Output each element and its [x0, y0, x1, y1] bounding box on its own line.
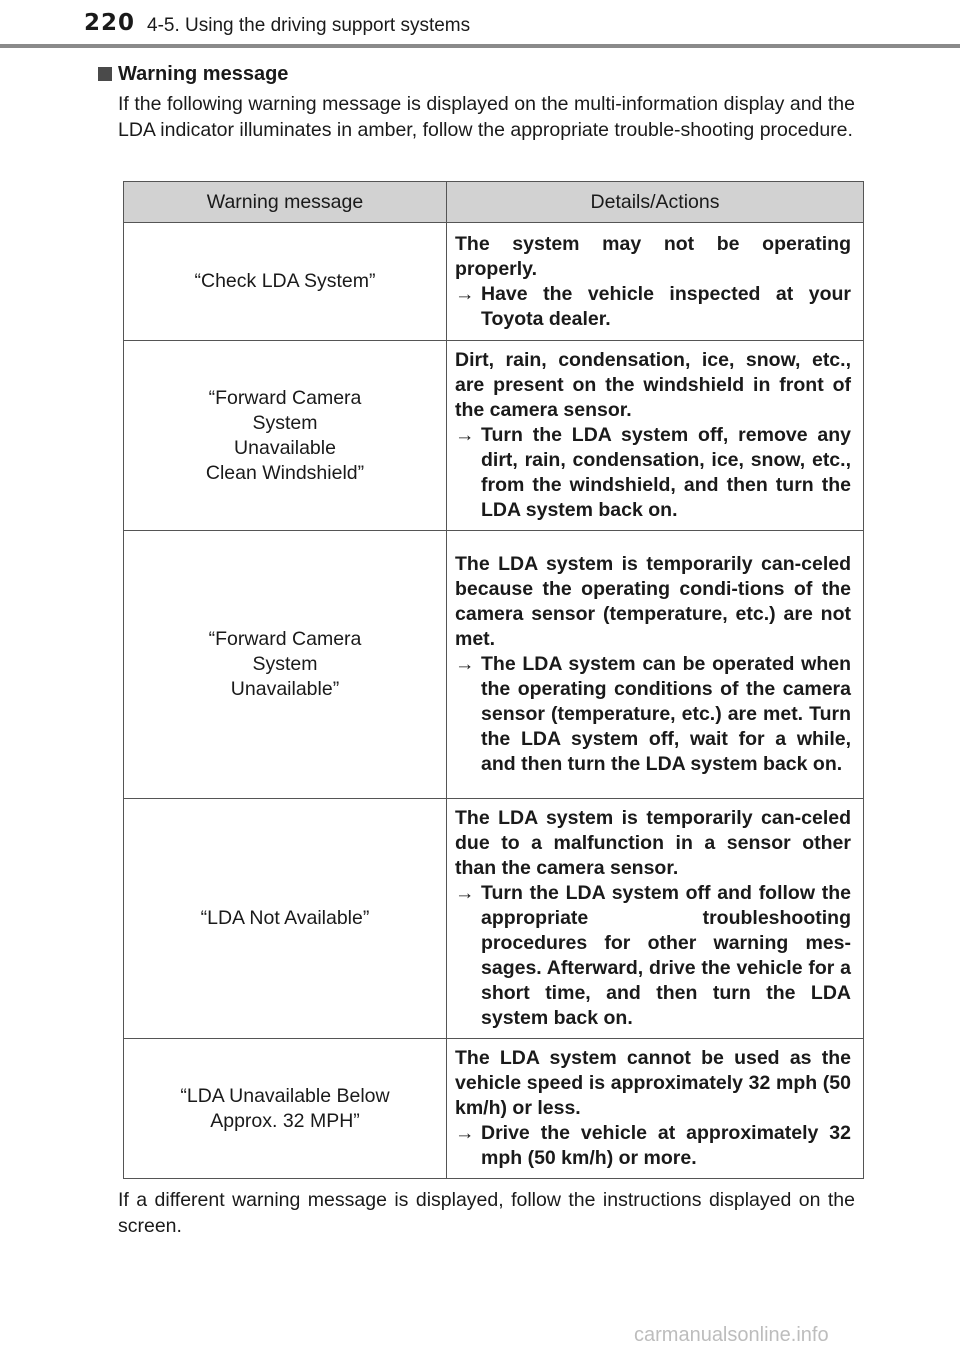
column-header-details-actions: Details/Actions	[447, 182, 864, 223]
arrow-right-icon: →	[455, 653, 475, 675]
table-row	[124, 341, 864, 531]
details-cell	[447, 1039, 864, 1179]
page-number: 220	[84, 10, 136, 36]
action-text: Turn the LDA system off and follow the appropriate troubleshooting procedures for other warning mes-sages. Afterward, drive the vehicle for a short time, and then turn the LDA system back on.	[481, 882, 851, 1029]
page-header	[0, 0, 960, 48]
warning-message-cell: “LDA Unavailable Below Approx. 32 MPH”	[124, 1039, 447, 1179]
details-cell	[447, 531, 864, 799]
warning-message-table	[123, 181, 864, 1179]
arrow-right-icon: →	[455, 1122, 475, 1144]
table-row	[124, 1039, 864, 1179]
subheading-label: Warning message	[118, 63, 289, 85]
action-text: Drive the vehicle at approximately 32 mph (50 km/h) or more.	[481, 1122, 851, 1169]
warning-message-cell: “LDA Not Available”	[124, 799, 447, 1039]
subheading	[98, 63, 288, 86]
header-divider	[0, 44, 960, 48]
square-bullet-icon	[98, 67, 112, 81]
detail-text: Dirt, rain, condensation, ice, snow, etc., are present on the windshield in front of the camera sensor.	[455, 349, 851, 421]
detail-text: The LDA system is temporarily can-celed because the operating condi-tions of the camera sensor (temperature, etc.) are not met.	[455, 553, 851, 650]
section-title: 4-5. Using the driving support systems	[147, 15, 471, 36]
details-cell	[447, 341, 864, 531]
details-cell	[447, 223, 864, 341]
action-text: Have the vehicle inspected at your Toyota dealer.	[481, 282, 851, 330]
closing-paragraph: If a different warning message is displayed, follow the instructions displayed on the screen.	[118, 1189, 855, 1237]
action-item	[455, 652, 851, 777]
table-row	[124, 799, 864, 1039]
action-item	[455, 282, 851, 332]
warning-message-cell: “Check LDA System”	[124, 223, 447, 341]
table-row	[124, 223, 864, 341]
table-row	[124, 531, 864, 799]
arrow-right-icon: →	[455, 882, 475, 904]
arrow-right-icon: →	[455, 424, 475, 446]
action-item	[455, 881, 851, 1031]
action-item	[455, 423, 851, 523]
watermark: carmanualsonline.info	[634, 1324, 829, 1346]
action-item	[455, 1121, 851, 1171]
warning-message-cell: “Forward Camera System Unavailable”	[124, 531, 447, 799]
arrow-right-icon: →	[455, 282, 475, 305]
detail-text: The LDA system is temporarily can-celed due to a malfunction in a sensor other than the camera sensor.	[455, 807, 851, 879]
action-text: The LDA system can be operated when the operating conditions of the camera sensor (temperature, etc.) are met. Turn the LDA system off, wait for a while, and then turn the LDA system back on.	[481, 653, 851, 775]
action-text: Turn the LDA system off, remove any dirt, rain, condensation, ice, snow, etc., from the windshield, and then turn the LDA system back on.	[481, 424, 851, 521]
details-cell	[447, 799, 864, 1039]
column-header-warning-message: Warning message	[124, 182, 447, 223]
table-header-row	[124, 182, 864, 223]
intro-paragraph: If the following warning message is displayed on the multi-information display and the LDA indicator illuminates in amber, follow the appropriate trouble-shooting procedure.	[118, 93, 855, 141]
warning-message-cell: “Forward Camera System Unavailable Clean Windshield”	[124, 341, 447, 531]
detail-text: The system may not be operating properly.	[455, 232, 851, 280]
detail-text: The LDA system cannot be used as the vehicle speed is approximately 32 mph (50 km/h) or less.	[455, 1047, 851, 1119]
